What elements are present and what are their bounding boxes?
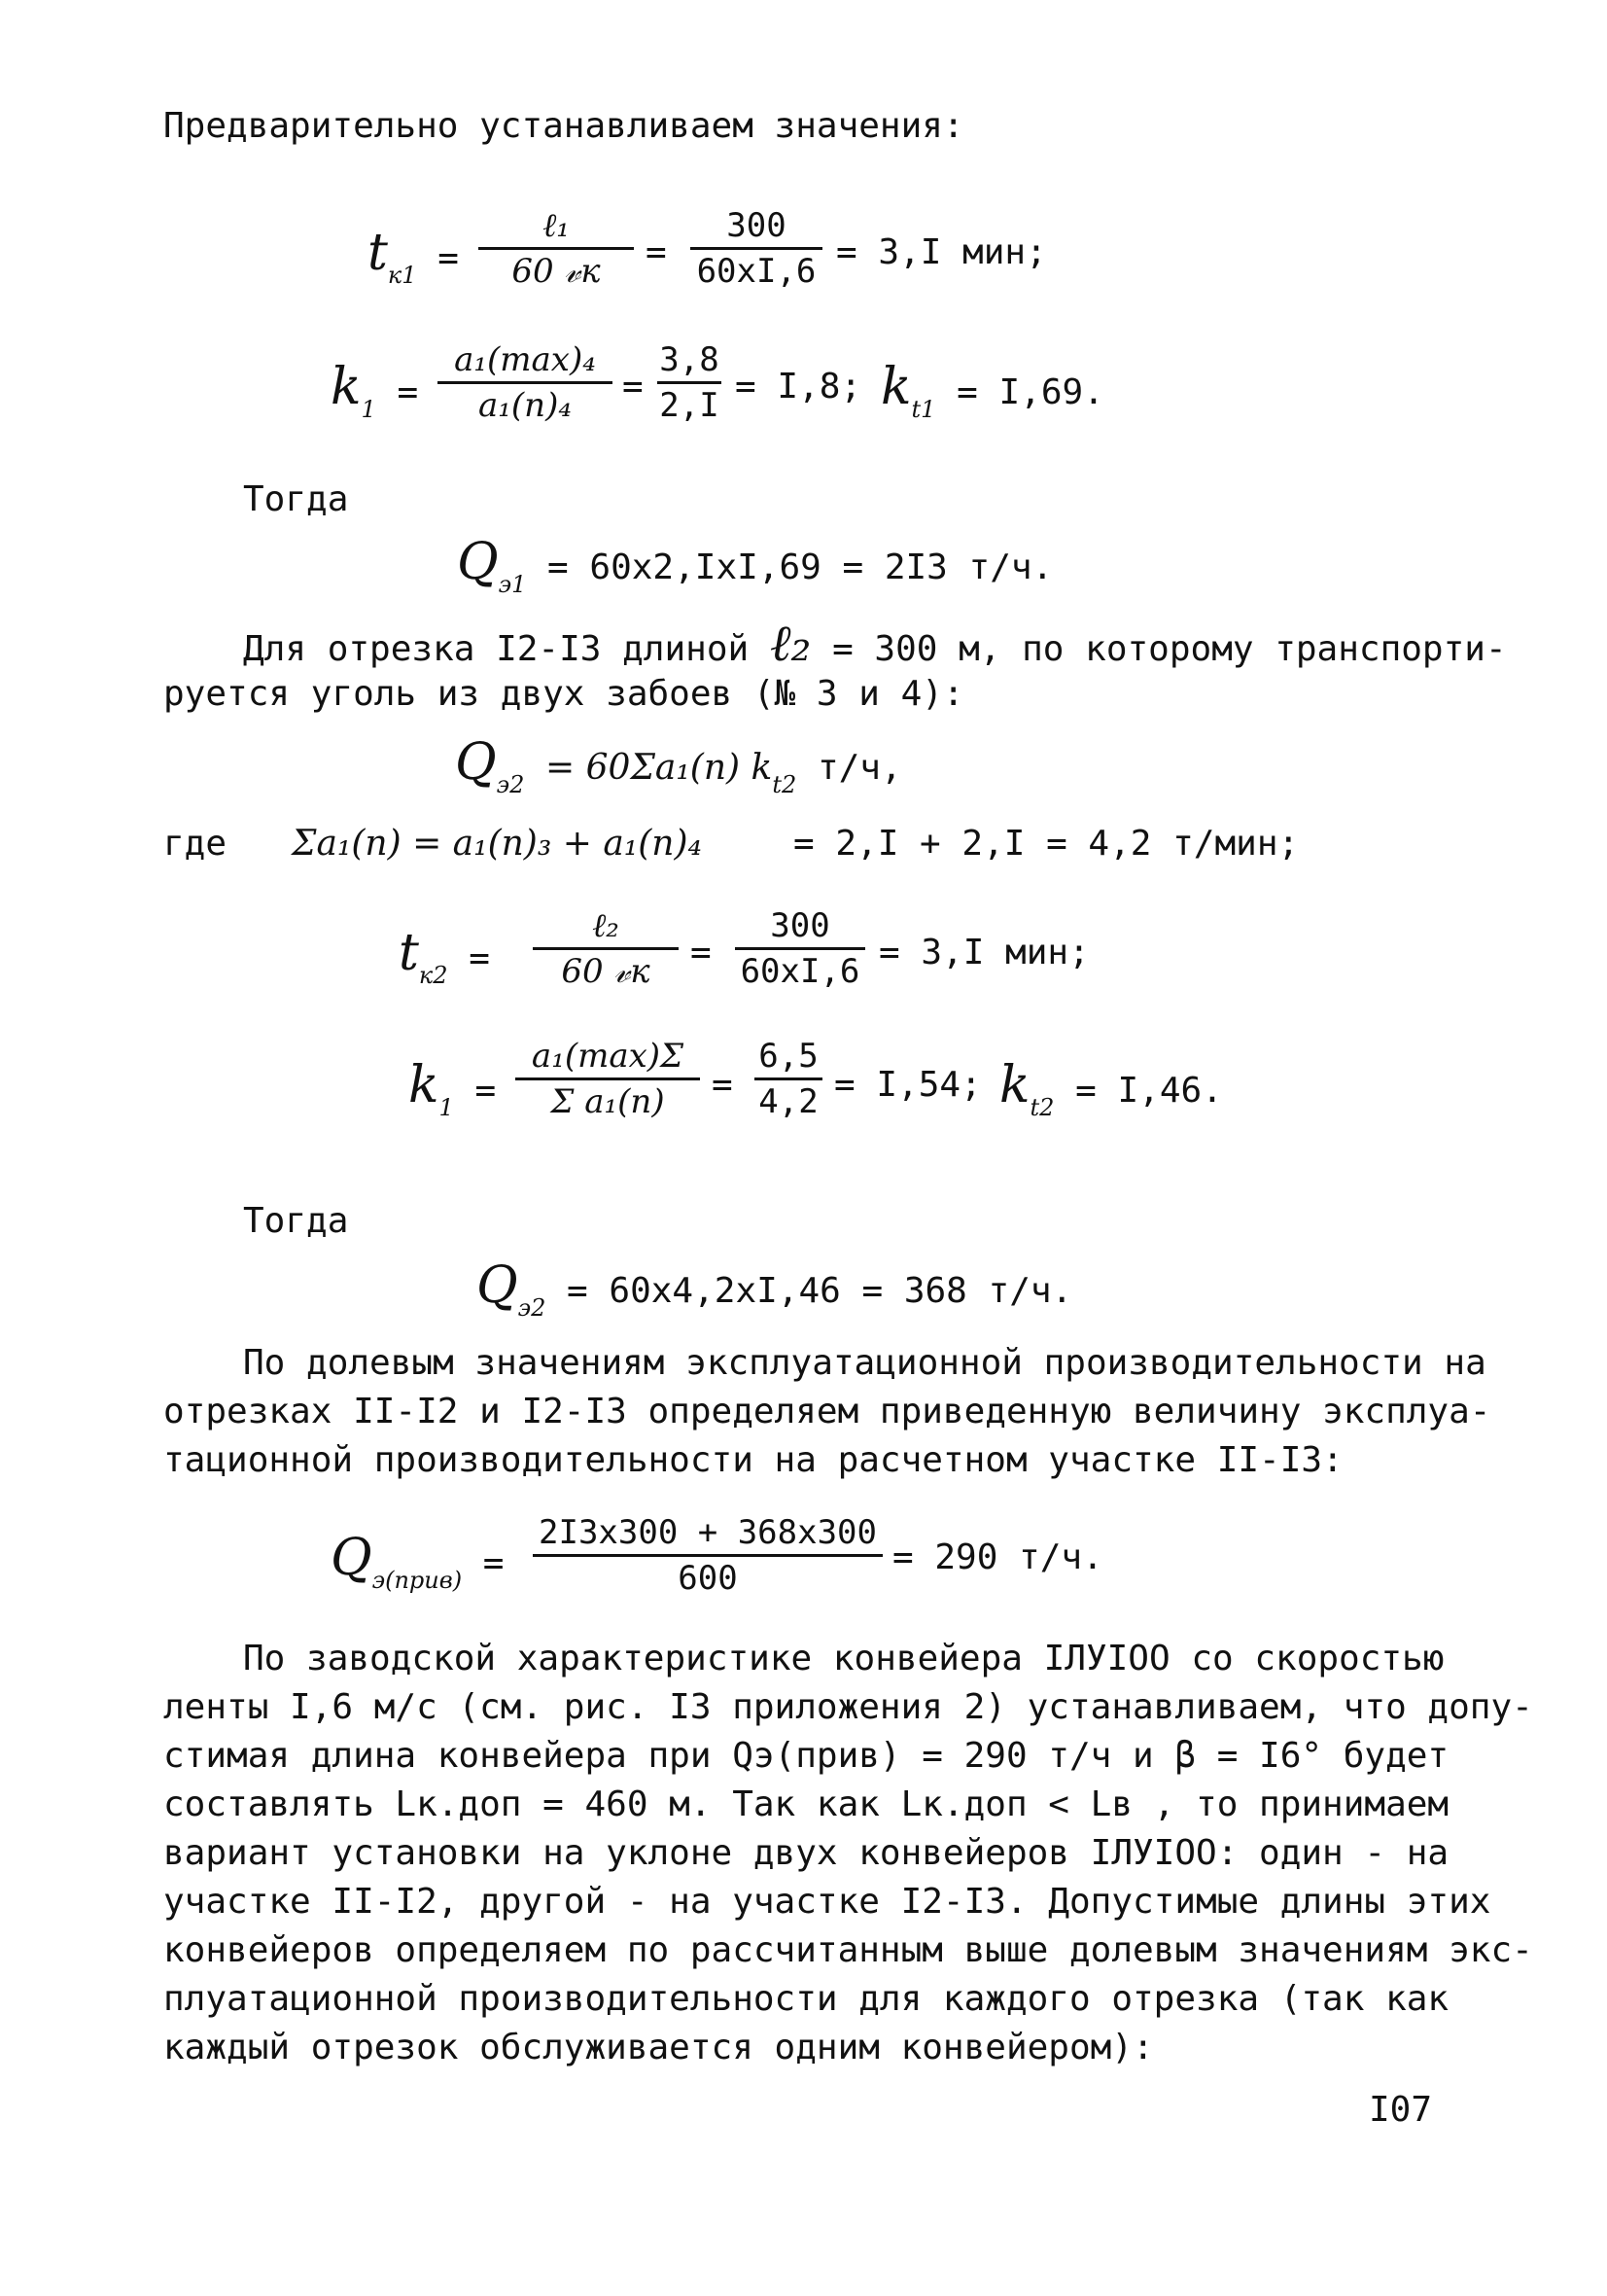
gde-label: где: [163, 824, 227, 864]
eq2-lhs: $k_1$ =: [331, 358, 419, 423]
eq7-eq-sign: =: [712, 1065, 733, 1105]
para3-line9: каждый отрезок обслуживается одним конвейером):: [163, 2028, 1154, 2067]
para1-line2: руется уголь из двух забоев (№ 3 и 4):: [163, 674, 964, 714]
eq7-result: = I,54;: [834, 1065, 982, 1105]
eq9-frac: 2I3x300 + 368x300 600: [533, 1513, 883, 1598]
para3-line1: По заводской характеристике конвейера IЛУIOO со скоростью: [243, 1639, 1445, 1678]
eq2-eq-sign: =: [622, 367, 644, 406]
eq6-eq-sign: =: [690, 933, 712, 972]
eq8: $Q_{э2} = 60x4,2xI,46 = 368$ т/ч.: [476, 1256, 1073, 1322]
eq5-result: = 2,I + 2,I = 4,2 т/мин;: [793, 824, 1300, 864]
eq6-result: = 3,I мин;: [879, 933, 1090, 972]
para2-line3: тационной производительности на расчетном участке II-I3:: [163, 1440, 1344, 1480]
eq7-frac-symbolic: a₁(max)Σ Σ a₁(п): [515, 1037, 700, 1121]
eq9-result: = 290 т/ч.: [892, 1537, 1103, 1577]
para2-line1: По долевым значениям эксплуатационной производительности на: [243, 1343, 1486, 1383]
para3-line6: участке II-I2, другой - на участке I2-I3. Допустимые длины этих: [163, 1882, 1491, 1922]
togda-label-2: Тогда: [243, 1201, 349, 1241]
para3-line4: составлять Lк.доп = 460 м. Так как Lк.доп < Lв , то принимаем: [163, 1784, 1450, 1824]
eq4: $Q_{э2} = 60\Sigma a_1(п)$ $k_{t2}$ т/ч,: [455, 733, 902, 798]
para2-line2: отрезках II-I2 и I2-I3 определяем приведенную величину эксплуа-: [163, 1392, 1491, 1431]
eq2-result: = I,8;: [735, 367, 862, 406]
eq6-frac-numeric: 300 60xI,6: [735, 906, 865, 991]
eq7-lhs: $k_1$ =: [408, 1056, 497, 1121]
eq9-lhs: $Q_{э(прив)}$ =: [331, 1529, 505, 1594]
eq7-kt: $k_{t2} = I,46$.: [999, 1056, 1223, 1121]
eq5-expr: Σa₁(п) = a₁(п)₃ + a₁(п)₄: [292, 824, 702, 864]
para1-line1: Для отрезка I2-I3 длиной ℓ₂ = 300 м, по которому транспорти-: [243, 615, 1507, 673]
eq2-frac-symbolic: a₁(max)₄ a₁(п)₄: [437, 340, 612, 425]
eq1-frac-numeric: 300 60xI,6: [690, 206, 822, 291]
eq1-lhs: $t_{к1}$ =: [367, 224, 459, 289]
togda-label-1: Тогда: [243, 479, 349, 519]
eq7-frac-numeric: 6,5 4,2: [754, 1037, 822, 1121]
eq3: $Q_{э1} = 60x2,IxI,69 = 2I3$ т/ч.: [457, 533, 1054, 598]
para3-line7: конвейеров определяем по рассчитанным выше долевым значениям экс-: [163, 1930, 1533, 1970]
eq2-kt: $k_{t1} = I,69$.: [881, 358, 1104, 423]
para3-line5: вариант установки на уклоне двух конвейеров IЛУIOO: один - на: [163, 1833, 1450, 1873]
para3-line8: плуатационной производительности для каждого отрезка (так как: [163, 1979, 1450, 2019]
intro-line: Предварительно устанавливаем значения:: [163, 106, 964, 146]
page-number: I07: [1369, 2090, 1433, 2130]
eq1-result: = 3,I мин;: [836, 232, 1047, 272]
eq6-frac-symbolic: ℓ₂ 60 𝓋к: [533, 906, 679, 991]
para3-line2: ленты I,6 м/с (см. рис. I3 приложения 2) устанавливаем, что допу-: [163, 1687, 1533, 1727]
eq1-eq-sign: =: [646, 232, 667, 272]
eq2-frac-numeric: 3,8 2,I: [657, 340, 721, 425]
para3-line3: стимая длина конвейера при Qэ(прив) = 290 т/ч и β = I6° будет: [163, 1736, 1450, 1776]
eq6-lhs: $t_{к2}$ =: [399, 924, 490, 989]
eq1-frac-symbolic: ℓ₁ 60 𝓋к: [478, 206, 634, 291]
